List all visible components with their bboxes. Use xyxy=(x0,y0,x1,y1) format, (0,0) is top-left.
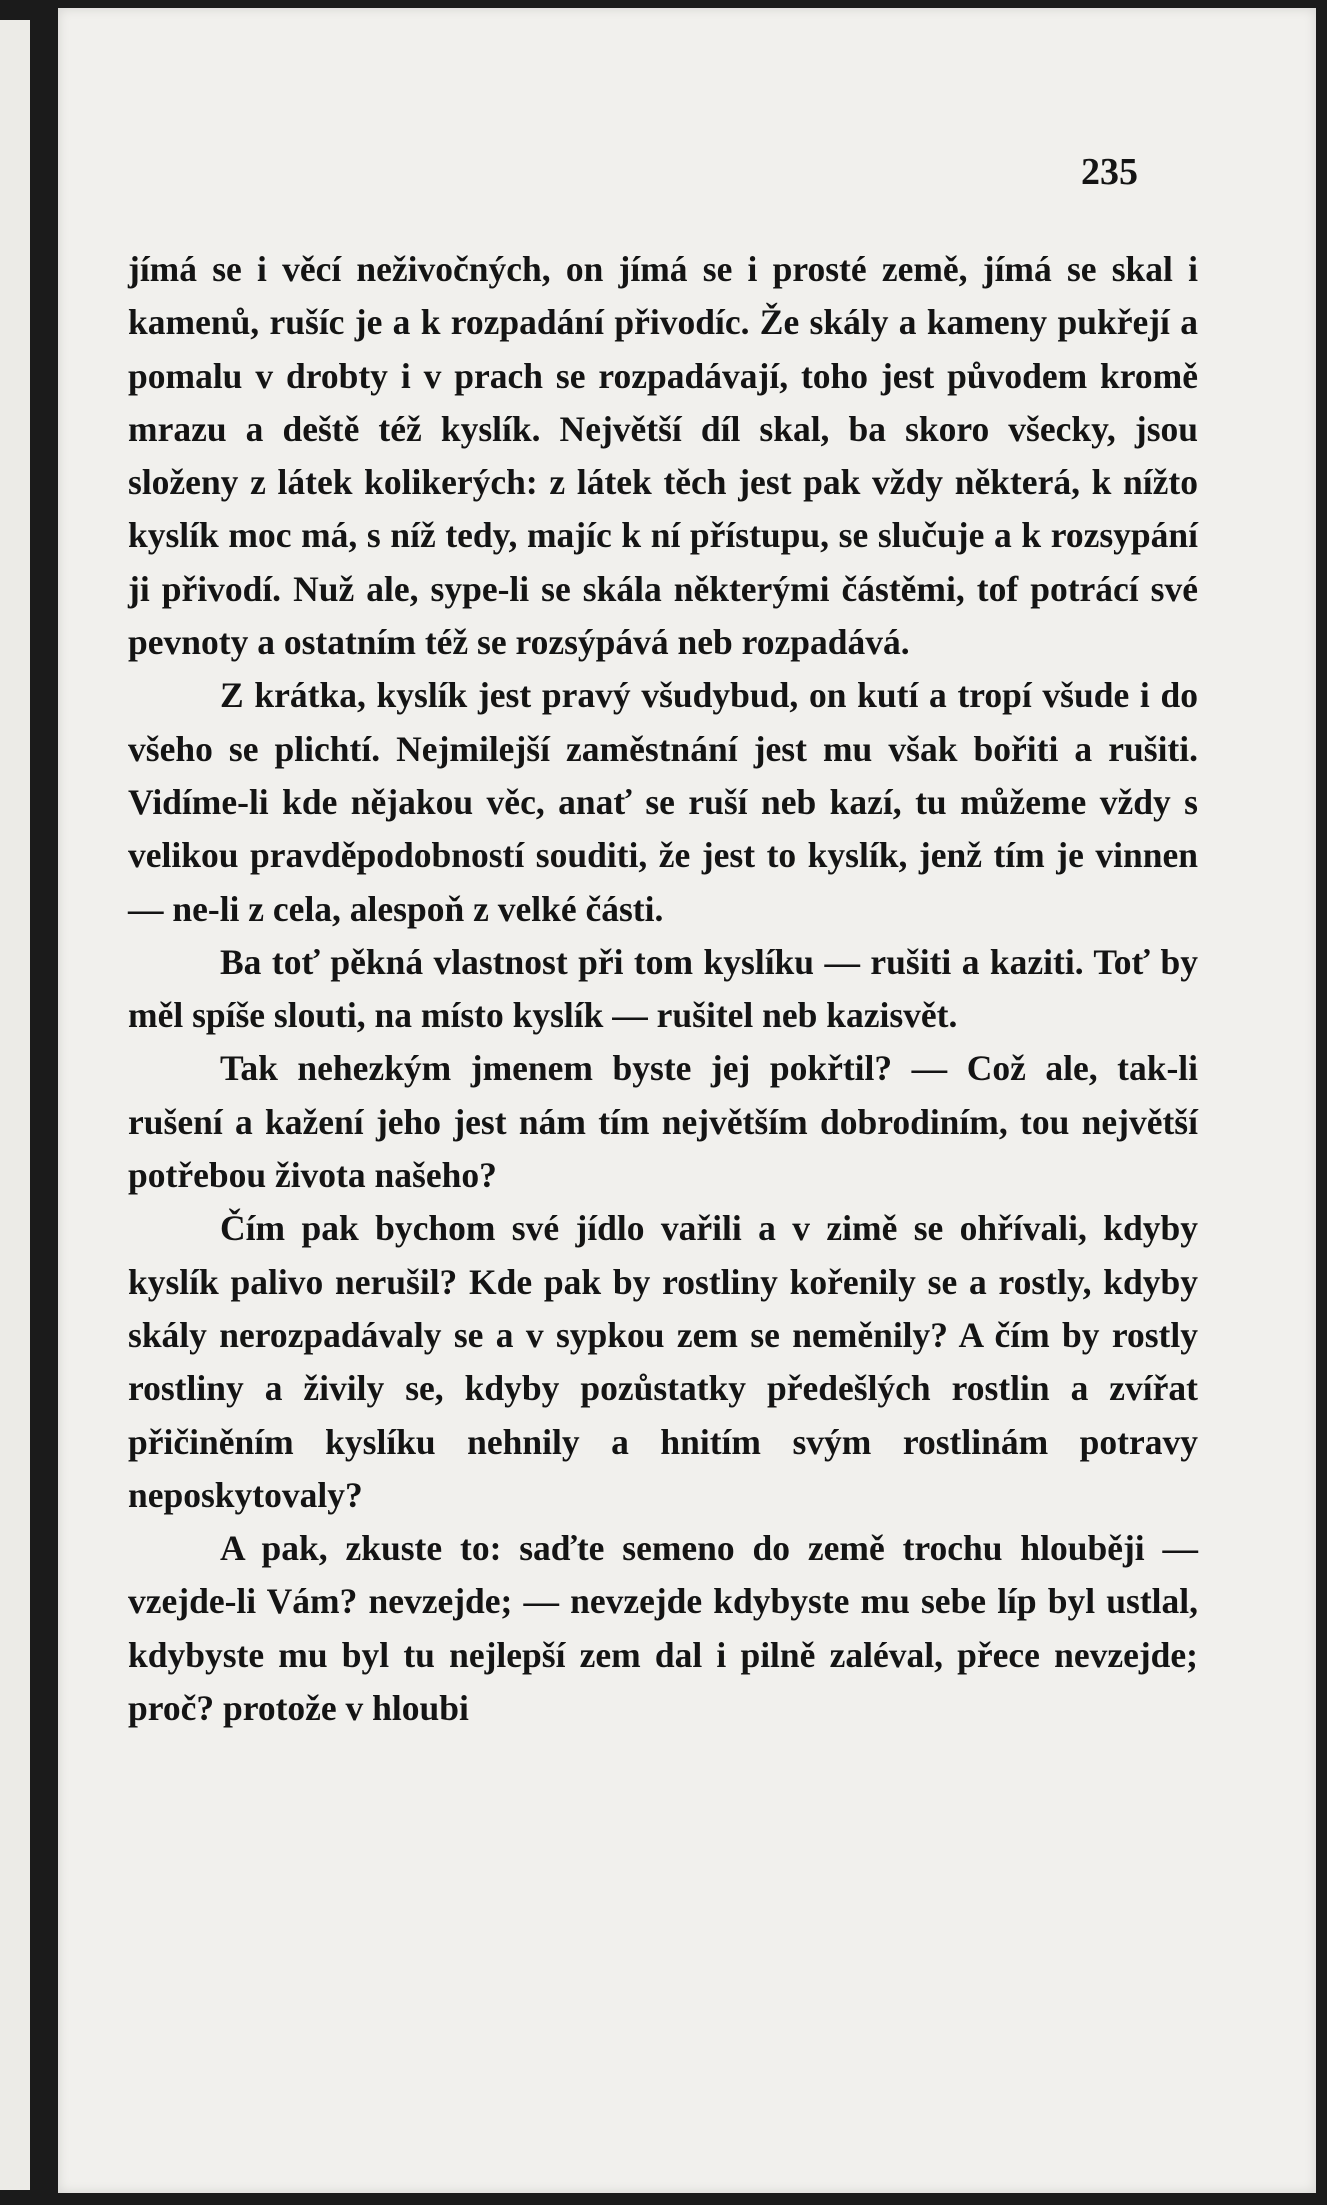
paragraph-1: jímá se i věcí neživočných, on jímá se i prosté země, jímá se skal i kamenů, rušíc je a k rozpadání přivodíc. Že skály a kameny pukřejí a pomalu v drobty i v prach se rozpadávají, toho jest původem kromě mrazu a deště též kyslík. Největší díl skal, ba skoro všecky, jsou složeny z látek kolikerých: z látek těch jest pak vždy některá, k nížto kyslík moc má, s níž tedy, majíc k ní přístupu, se slučuje a k rozsypání ji přivodí. Nuž ale, sype-li se skála některými částěmi, tof potrácí své pevnoty a ostatním též se rozsýpává neb rozpadává. xyxy=(128,249,1198,663)
book-page xyxy=(58,8,1316,2193)
body-text xyxy=(128,243,1198,1735)
paragraph-4: Tak nehezkým jmenem byste jej pokřtil? — Což ale, tak-li rušení a kažení jeho jest nám tím největším dobrodiním, tou největší potřebou života našeho? xyxy=(128,1048,1198,1196)
paragraph-2: Z krátka, kyslík jest pravý všudybud, on kutí a tropí všude i do všeho se plichtí. Nejmilejší zaměstnání jest mu však bořiti a rušiti. Vidíme-li kde nějakou věc, anať se ruší neb kazí, tu můžeme vždy s velikou pravděpodobností souditi, že jest to kyslík, jenž tím je vinnen — ne-li z cela, alespoň z velké části. xyxy=(128,675,1198,929)
paragraph-6: A pak, zkuste to: saďte semeno do země trochu hlouběji — vzejde-li Vám? nevzejde; — nevzejde kdybyste mu sebe líp byl ustlal, kdybyste mu byl tu nejlepší zem dal i pilně zaléval, přece nevzejde; proč? protože v hloubi xyxy=(128,1528,1198,1729)
paragraph-5: Čím pak bychom své jídlo vařili a v zimě se ohřívali, kdyby kyslík palivo nerušil? Kde pak by rostliny kořenily se a rostly, kdyby skály nerozpadávaly se a v sypkou zem se neměnily? A čím by rostly rostliny a živily se, kdyby pozůstatky předešlých rostlin a zvířat přičiněním kyslíku nehnily a hnitím svým rostlinám potravy neposkytovaly? xyxy=(128,1208,1198,1515)
adjacent-page-edge xyxy=(0,20,30,2190)
paragraph-3: Ba toť pěkná vlastnost při tom kyslíku — rušiti a kaziti. Toť by měl spíše slouti, na místo kyslík — rušitel neb kazisvět. xyxy=(128,941,1198,1036)
page-number: 235 xyxy=(1081,151,1138,193)
